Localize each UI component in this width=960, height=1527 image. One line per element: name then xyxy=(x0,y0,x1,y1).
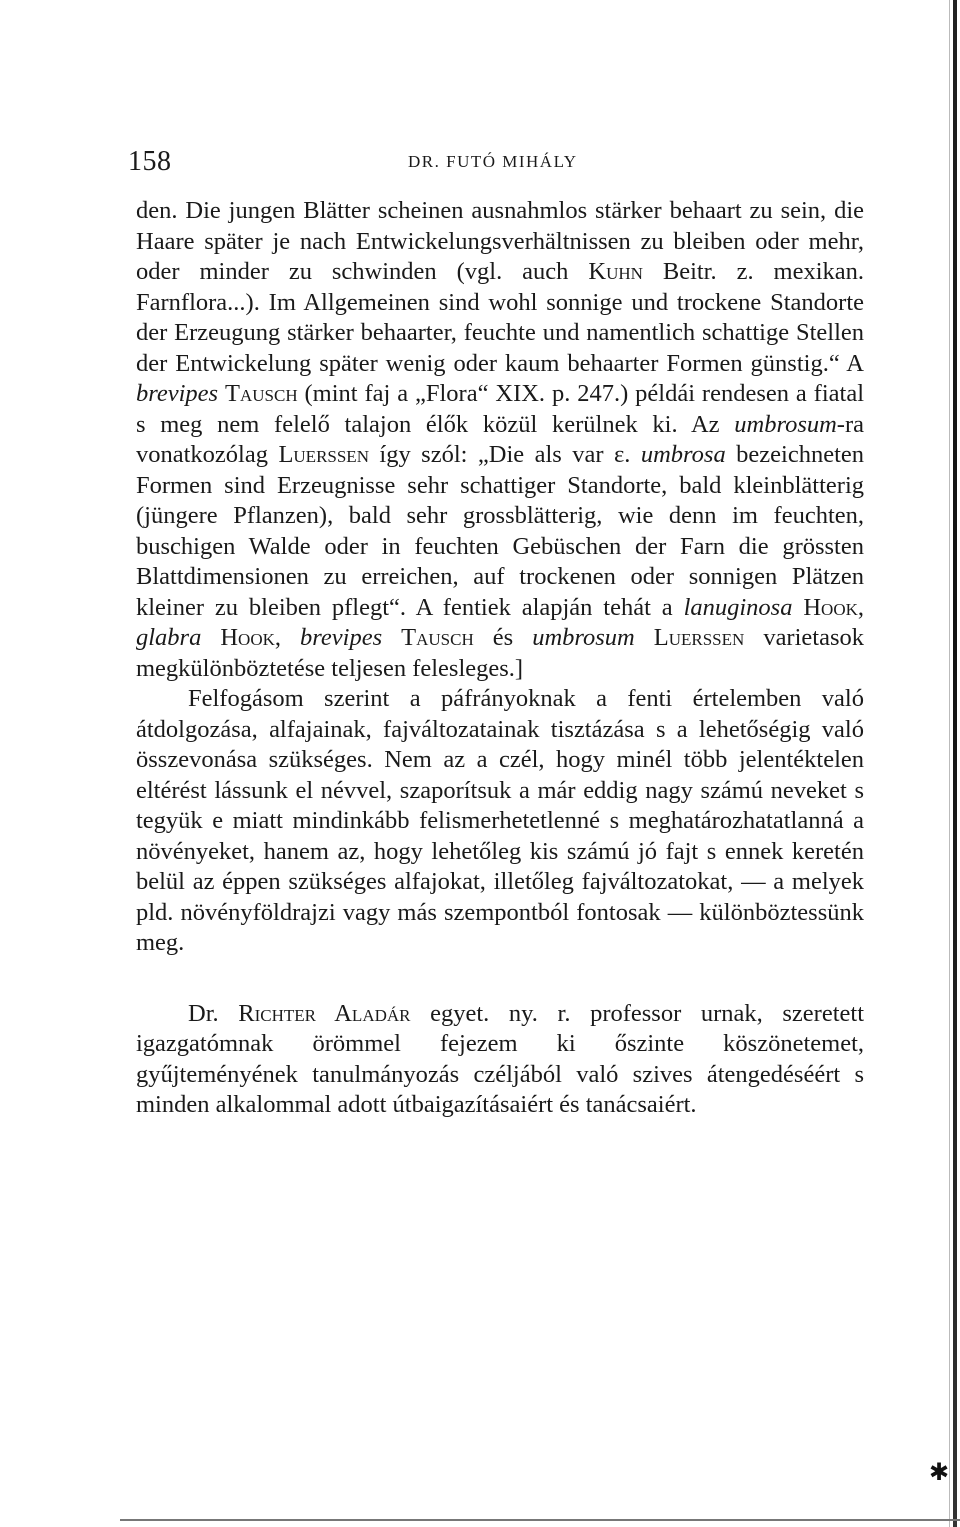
taxon-name: glabra xyxy=(136,624,202,651)
page-number: 158 xyxy=(128,146,172,177)
person-name: Richter Aladár xyxy=(238,999,411,1027)
text-run: -ra vonatkozólag xyxy=(136,410,864,468)
space xyxy=(382,624,401,651)
text-run: és xyxy=(473,624,533,651)
author-name: Luerssen xyxy=(278,441,369,468)
running-head: DR. FUTÓ MIHÁLY xyxy=(408,152,578,171)
text-run: (mint faj a „Flora“ XIX. p. 247.) példái rendesen a fiatal s meg nem felelő talajon élők közül kerülnek ki. Az xyxy=(136,380,865,438)
author-name: Tausch xyxy=(225,380,298,407)
text-run: . xyxy=(624,441,641,468)
author-name: Tausch xyxy=(401,624,474,651)
text-run: így szól: „Die als var xyxy=(368,441,614,468)
greek-letter: ε xyxy=(613,441,625,468)
author-name: Kuhn xyxy=(588,258,643,285)
text-run: Beitr. z. mexikan. Farnflora...). Im Allgemeinen sind wohl sonnige und trockene Standorte der Erzeugung stärker behaarter, feuchte und namentlich schattige Stellen der Entwickelung später wenig oder kaum behaarter Formen günstig.“ A xyxy=(136,258,864,377)
text-run: Dr. xyxy=(188,999,239,1027)
space xyxy=(635,624,654,651)
taxon-name: brevipes xyxy=(136,380,219,407)
text-run: , xyxy=(274,624,301,651)
taxon-name: umbrosum xyxy=(532,624,635,651)
paragraph-1 xyxy=(136,196,864,684)
text-run: bezeichneten Formen sind Erzeugnisse sehr schattiger Standorte, bald kleinblätterig (jüngere Pflanzen), bald sehr grossblätterig, wie denn im feuchten, buschigen Walde oder in feuchten Gebüschen der Farn die grössten Blattdimensionen zu erreichen, auf trockenen oder sonnigen Plätzen kleiner zu bleiben pflegt“. A fentiek alapján tehát a xyxy=(136,441,865,621)
taxon-name: umbrosa xyxy=(640,441,726,468)
text-run: , xyxy=(857,593,865,621)
author-name: Hook xyxy=(220,624,275,651)
scan-edge-shadow xyxy=(949,0,950,1527)
taxon-name: lanuginosa xyxy=(683,593,793,621)
text-run: den. Die jungen Blätter scheinen ausnahmlos stärker behaart zu sein, die Haare später je nach Entwickelungsverhältnissen zu bleiben oder mehr, oder minder zu schwinden (vgl. auch xyxy=(136,197,864,285)
paragraph-2: Felfogásom szerint a páfrányoknak a fenti értelemben való átdolgozása, alfajainak, fajváltozatainak tisztázása s a lehetőségig való összevonása szükséges. Nem az a czél, hogy minél több jelentéktelen eltérést lássunk el névvel, szaporítsuk a már eddig nagy számú neveket s tegyük e miatt mindinkább felismerhetetlenné s meghatározhatatlanná a növényeket, hanem az, hogy lehetőleg kis számú jó fajt s ennek keretén belül az éppen szükséges alfajokat, illetőleg fajváltozatokat, — a melyek pld. növényföldrajzi vagy más szempontból fontosak — különböztessünk meg. xyxy=(136,685,864,956)
taxon-name: umbrosum xyxy=(734,410,837,438)
author-name: Hook xyxy=(803,593,858,621)
paragraph-3-acknowledgement xyxy=(136,999,864,1121)
author-name: Luerssen xyxy=(653,624,745,651)
taxon-name: brevipes xyxy=(300,624,383,651)
space xyxy=(201,624,220,651)
scan-edge-line xyxy=(953,0,957,1527)
text-run: egyet. ny. r. professor urnak, szeretett igazgatómnak örömmel fejezem ki őszinte köszönetemet, gyűjteményének tanulmányozás czéljából való szives átengedéséért s minden alkalommal adott útbaigazításaiért és tanácsaiért. xyxy=(136,999,864,1118)
body-text xyxy=(136,196,864,1121)
scan-artifact-mark: ✱ xyxy=(928,1460,950,1486)
space xyxy=(792,594,803,621)
scan-bottom-edge xyxy=(120,1519,960,1521)
text-run: varietasok megkülönböztetése teljesen felesleges.] xyxy=(136,624,864,682)
